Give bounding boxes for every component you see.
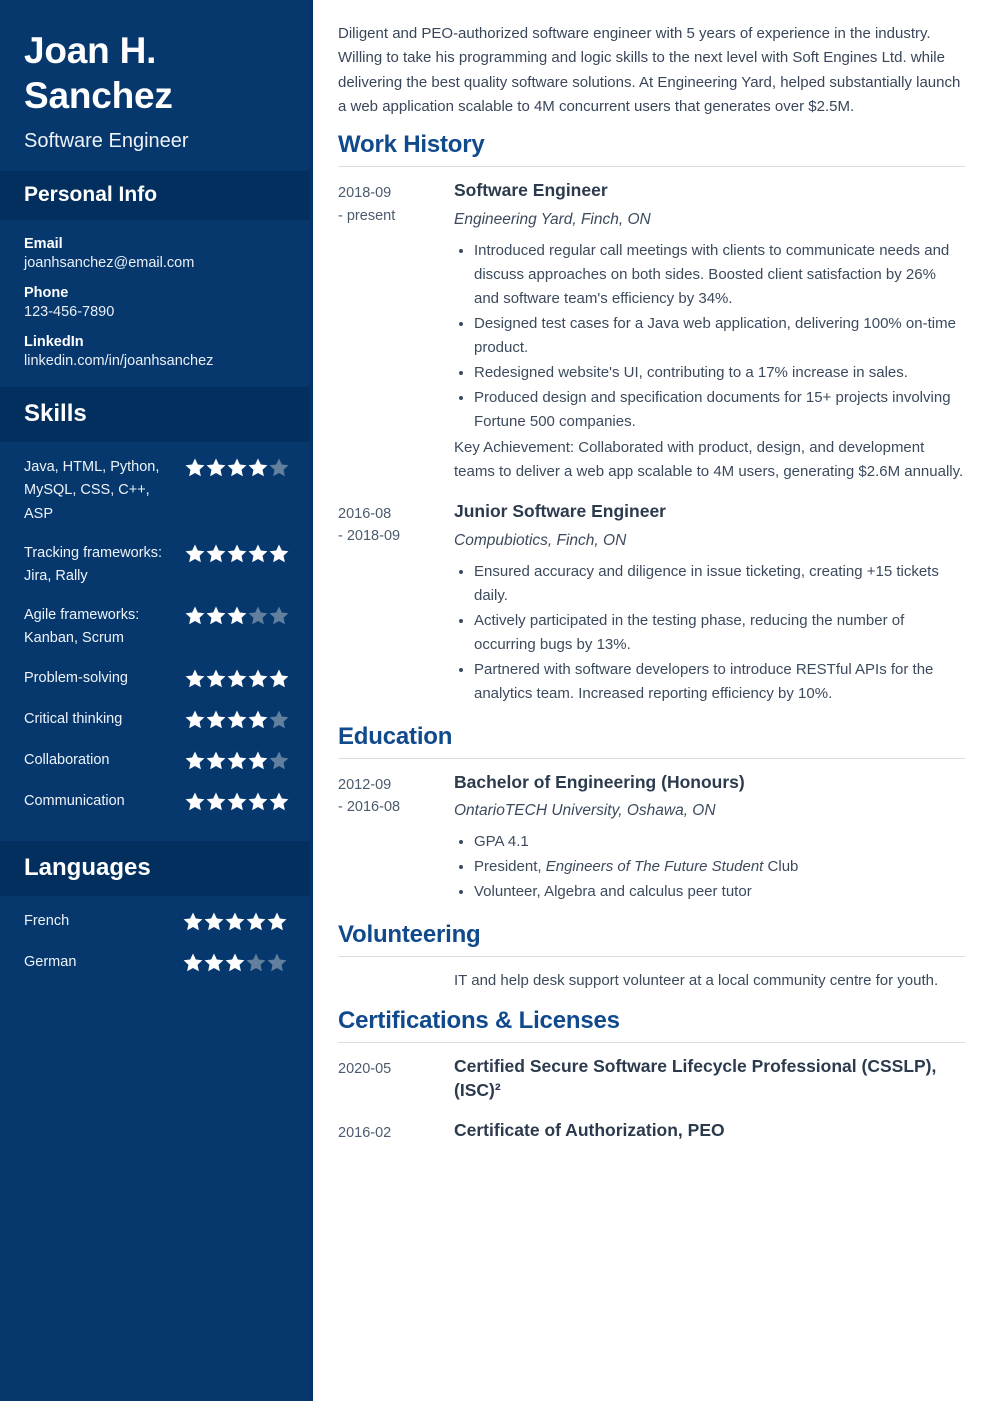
certifications-heading: Certifications & Licenses xyxy=(338,1007,620,1035)
work-entry-dates xyxy=(338,179,454,484)
education-entry-body xyxy=(454,771,965,906)
star-empty-icon xyxy=(269,458,289,477)
star-filled-icon xyxy=(248,710,268,729)
section-education xyxy=(338,723,965,906)
education-degree: Bachelor of Engineering (Honours) xyxy=(454,771,745,792)
sidebar xyxy=(0,0,313,1401)
star-filled-icon xyxy=(185,458,205,477)
contact-label-phone: Phone xyxy=(24,285,69,302)
star-filled-icon xyxy=(183,953,203,972)
contact-label-linkedin: LinkedIn xyxy=(24,334,84,351)
star-filled-icon xyxy=(206,458,226,477)
work-entry-body xyxy=(454,500,965,707)
work-entry-key-achievement: Key Achievement: Collaborated with product, design, and development teams to deliver a web app scalable to 4M users, generating $2.6M annually. xyxy=(454,438,964,480)
work-history-heading: Work History xyxy=(338,131,485,159)
star-filled-icon xyxy=(206,710,226,729)
star-filled-icon xyxy=(206,751,226,770)
star-filled-icon xyxy=(185,669,205,688)
star-filled-icon xyxy=(204,953,224,972)
work-entry-dates xyxy=(338,500,454,707)
certification-name: Certificate of Authorization, PEO xyxy=(454,1119,725,1140)
skill-row xyxy=(24,790,289,815)
personal-info-heading: Personal Info xyxy=(24,183,158,207)
work-entry-role: Junior Software Engineer xyxy=(454,500,666,521)
work-entry-bullets xyxy=(454,239,965,434)
skills-header xyxy=(0,387,309,442)
skill-row xyxy=(24,708,289,733)
skill-label: Tracking frameworks: Jira, Rally xyxy=(24,544,163,584)
skill-row xyxy=(24,456,289,526)
work-entry-role: Software Engineer xyxy=(454,180,608,201)
skill-label: Java, HTML, Python, MySQL, CSS, C++, ASP xyxy=(24,459,160,522)
star-filled-icon xyxy=(227,710,247,729)
personal-info-list xyxy=(0,220,309,387)
skill-label: Collaboration xyxy=(24,751,110,768)
education-entry-dates xyxy=(338,771,454,906)
star-filled-icon xyxy=(206,606,226,625)
section-volunteering xyxy=(338,921,965,993)
star-filled-icon xyxy=(185,606,205,625)
star-filled-icon xyxy=(183,912,203,931)
skill-row xyxy=(24,542,289,588)
bullet-item: • Designed test cases for a Java web application, delivering 100% on-time product. xyxy=(474,312,965,360)
candidate-name: Joan H. Sanchez xyxy=(24,30,173,117)
work-entry-bullets xyxy=(454,560,965,706)
work-entry-org: Compubiotics, Finch, ON xyxy=(454,531,627,549)
work-entry xyxy=(338,179,965,484)
bullet-text-after: Club xyxy=(763,858,799,876)
star-filled-icon xyxy=(204,912,224,931)
languages-header xyxy=(0,841,309,896)
star-filled-icon xyxy=(206,669,226,688)
star-filled-icon xyxy=(185,751,205,770)
section-divider xyxy=(338,1042,965,1043)
star-empty-icon xyxy=(269,606,289,625)
bullet-text-italic: Engineers of The Future Student xyxy=(545,858,764,876)
bullet-item: • Redesigned website's UI, contributing to a 17% increase in sales. xyxy=(474,361,965,385)
star-filled-icon xyxy=(248,792,268,811)
volunteering-entry xyxy=(338,969,965,993)
language-row xyxy=(24,951,289,976)
contact-item-linkedin xyxy=(24,334,285,369)
volunteering-date-spacer xyxy=(338,969,454,993)
star-filled-icon xyxy=(227,669,247,688)
education-bullets xyxy=(454,830,965,904)
bullet-item xyxy=(474,855,965,879)
star-filled-icon xyxy=(248,544,268,563)
section-divider xyxy=(338,758,965,759)
work-entry-date-end: - present xyxy=(338,207,396,224)
bullet-item xyxy=(474,880,965,904)
skill-rating-stars xyxy=(185,604,289,629)
skills-list xyxy=(0,442,309,840)
work-entry-org: Engineering Yard, Finch, ON xyxy=(454,210,651,228)
certification-entry xyxy=(338,1055,965,1102)
bullet-item xyxy=(474,830,965,854)
star-empty-icon xyxy=(267,953,287,972)
bullet-item: • Actively participated in the testing phase, reducing the number of occurring bugs by 13%. xyxy=(474,609,965,657)
volunteering-heading: Volunteering xyxy=(338,921,481,949)
section-certifications xyxy=(338,1007,965,1144)
bullet-item: • Introduced regular call meetings with clients to communicate needs and discuss approaches on both sides. Boosted client satisfaction by 26% and software team's efficiency by 34%. xyxy=(474,239,965,311)
section-divider xyxy=(338,956,965,957)
volunteering-text: IT and help desk support volunteer at a local community centre for youth. xyxy=(454,972,939,990)
education-school: OntarioTECH University, Oshawa, ON xyxy=(454,802,716,820)
star-filled-icon xyxy=(248,458,268,477)
skill-rating-stars xyxy=(185,790,289,815)
skill-rating-stars xyxy=(185,708,289,733)
contact-item-email xyxy=(24,236,285,271)
section-divider xyxy=(338,166,965,167)
star-filled-icon xyxy=(185,792,205,811)
contact-label-email: Email xyxy=(24,236,63,253)
contact-item-phone xyxy=(24,285,285,320)
language-label: German xyxy=(24,954,77,971)
bullet-text-before: GPA 4.1 xyxy=(474,833,529,851)
education-heading: Education xyxy=(338,722,453,750)
skill-label: Agile frameworks: Kanban, Scrum xyxy=(24,607,140,647)
star-filled-icon xyxy=(269,544,289,563)
star-filled-icon xyxy=(267,912,287,931)
skill-rating-stars xyxy=(185,667,289,692)
star-filled-icon xyxy=(227,751,247,770)
skill-rating-stars xyxy=(185,456,289,481)
candidate-job-title: Software Engineer xyxy=(24,130,189,153)
work-entry xyxy=(338,500,965,707)
languages-heading: Languages xyxy=(24,853,151,881)
bullet-item: • Ensured accuracy and diligence in issue ticketing, creating +15 tickets daily. xyxy=(474,560,965,608)
skill-row xyxy=(24,667,289,692)
skill-label: Problem-solving xyxy=(24,669,128,686)
star-filled-icon xyxy=(206,544,226,563)
contact-value-email[interactable]: joanhsanchez@email.com xyxy=(24,255,195,272)
skill-rating-stars xyxy=(185,542,289,567)
star-empty-icon xyxy=(269,710,289,729)
star-filled-icon xyxy=(248,751,268,770)
bullet-text-before: Volunteer, Algebra and calculus peer tutor xyxy=(474,883,752,901)
section-work-history xyxy=(338,131,965,707)
contact-value-phone[interactable]: 123-456-7890 xyxy=(24,304,115,321)
skill-label: Critical thinking xyxy=(24,710,123,727)
work-entry-body xyxy=(454,179,965,484)
contact-value-linkedin[interactable]: linkedin.com/in/joanhsanchez xyxy=(24,353,214,370)
bullet-item: • Produced design and specification documents for 15+ projects involving Fortune 500 companies. xyxy=(474,386,965,434)
star-filled-icon xyxy=(185,710,205,729)
skill-row xyxy=(24,749,289,774)
certification-date: 2016-02 xyxy=(338,1124,392,1141)
star-empty-icon xyxy=(246,953,266,972)
certification-date: 2020-05 xyxy=(338,1061,392,1078)
certification-entry xyxy=(338,1119,965,1144)
name-block xyxy=(0,0,309,171)
profile-summary: Diligent and PEO-authorized software engineer with 5 years of experience in the industry. Willing to take his programming and logic skills to the next level with Soft Engines Ltd. while delivering the best quality software solutions. At Engineering Yard, helped substantially launch a web application scalable to 4M concurrent users that generates over $2.5M. xyxy=(338,25,961,115)
language-rating-stars xyxy=(183,910,289,935)
star-filled-icon xyxy=(269,669,289,688)
star-filled-icon xyxy=(227,792,247,811)
work-entry-date-start: 2016-08 xyxy=(338,505,392,522)
star-filled-icon xyxy=(225,953,245,972)
star-filled-icon xyxy=(269,792,289,811)
star-filled-icon xyxy=(227,544,247,563)
languages-list xyxy=(0,896,309,1002)
star-filled-icon xyxy=(206,792,226,811)
language-row xyxy=(24,910,289,935)
work-entry-date-start: 2018-09 xyxy=(338,185,392,202)
bullet-text-before: President, xyxy=(474,858,546,876)
star-empty-icon xyxy=(269,751,289,770)
skills-heading: Skills xyxy=(24,400,87,428)
skill-row xyxy=(24,604,289,650)
skill-rating-stars xyxy=(185,749,289,774)
education-date-start: 2012-09 xyxy=(338,776,392,793)
star-filled-icon xyxy=(248,669,268,688)
language-rating-stars xyxy=(183,951,289,976)
star-empty-icon xyxy=(248,606,268,625)
work-entry-date-end: - 2018-09 xyxy=(338,528,401,545)
education-entry xyxy=(338,771,965,906)
bullet-item: • Partnered with software developers to introduce RESTful APIs for the analytics team. Increased reporting efficiency by 10%. xyxy=(474,658,965,706)
certification-name: Certified Secure Software Lifecycle Professional (CSSLP), (ISC)² xyxy=(454,1056,937,1101)
star-filled-icon xyxy=(225,912,245,931)
star-filled-icon xyxy=(185,544,205,563)
language-label: French xyxy=(24,913,70,930)
main-content xyxy=(313,0,990,1401)
star-filled-icon xyxy=(227,458,247,477)
star-filled-icon xyxy=(227,606,247,625)
star-filled-icon xyxy=(246,912,266,931)
education-date-end: - 2016-08 xyxy=(338,799,401,816)
personal-info-header xyxy=(0,171,309,220)
skill-label: Communication xyxy=(24,792,125,809)
